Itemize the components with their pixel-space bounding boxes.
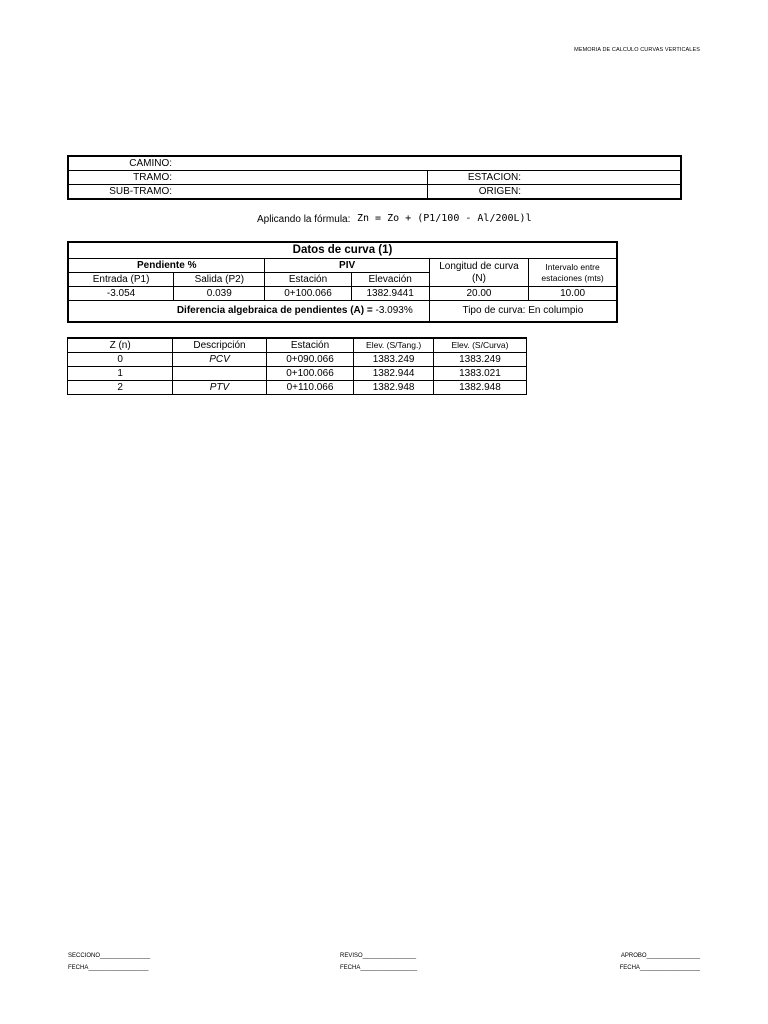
- row-estacion: 0+110.066: [266, 381, 354, 395]
- tramo-label: TRAMO:: [68, 171, 175, 185]
- reviso-line: REVISO________________: [340, 953, 417, 959]
- row-z: 0: [68, 353, 173, 367]
- salida-label: Salida (P2): [174, 273, 265, 287]
- estacion-label: ESTACION:: [428, 171, 525, 185]
- row-tang: 1382.944: [354, 367, 434, 381]
- piv-header: PIV: [265, 259, 429, 273]
- subtramo-value: [175, 185, 428, 200]
- intervalo-header: Intervalo entre estaciones (mts): [529, 259, 617, 287]
- formula-text: Zn = Zo + (P1/100 - Al/200L)l: [357, 213, 532, 224]
- row-curva: 1383.021: [433, 367, 526, 381]
- header-elev-curva: Elev. (S/Curva): [433, 338, 526, 353]
- entrada-value: -3.054: [68, 287, 174, 301]
- row-curva: 1382.948: [433, 381, 526, 395]
- row-curva: 1383.249: [433, 353, 526, 367]
- secciono-line: SECCIONO_______________: [68, 953, 151, 959]
- document-title: MEMORIA DE CALCULO CURVAS VERTICALES: [574, 47, 700, 53]
- curve-data-table: [67, 241, 618, 323]
- row-z: 1: [68, 367, 173, 381]
- fecha-line-1: FECHA__________________: [68, 965, 149, 971]
- intervalo-value: 10.00: [529, 287, 617, 301]
- aprobo-line: APROBO________________: [620, 953, 700, 959]
- tipo-value: En columpio: [528, 305, 584, 316]
- estacion-value: [524, 171, 681, 185]
- header-elev-tang: Elev. (S/Tang.): [354, 338, 434, 353]
- signature-secciono: [68, 950, 150, 974]
- longitud-header: Longitud de curva (N): [429, 259, 528, 287]
- signature-reviso: [340, 950, 417, 974]
- estacion-value: 0+100.066: [265, 287, 351, 301]
- curve-title: Datos de curva (1): [68, 242, 617, 259]
- longitud-value: 20.00: [429, 287, 528, 301]
- table-row: [68, 367, 527, 381]
- diferencia-cell: [68, 301, 429, 323]
- info-row-tramo: [68, 171, 681, 185]
- camino-label: CAMINO:: [129, 158, 172, 169]
- header-descripcion: Descripción: [173, 338, 267, 353]
- formula-label: Aplicando la fórmula:: [257, 214, 351, 225]
- row-desc: PTV: [173, 381, 267, 395]
- fecha-line-2: FECHA_________________: [340, 965, 418, 971]
- diferencia-value: -3.093%: [375, 305, 413, 316]
- row-estacion: 0+090.066: [266, 353, 354, 367]
- table-row: [68, 353, 527, 367]
- stations-table: [67, 337, 527, 395]
- tipo-label: Tipo de curva:: [462, 305, 526, 316]
- header-z: Z (n): [68, 338, 173, 353]
- subtramo-label: SUB-TRAMO:: [68, 185, 175, 200]
- row-estacion: 0+100.066: [266, 367, 354, 381]
- camino-value: [175, 156, 681, 171]
- salida-value: 0.039: [174, 287, 265, 301]
- signature-aprobo: [620, 950, 700, 974]
- header-estacion: Estación: [266, 338, 354, 353]
- stations-header-row: [68, 338, 527, 353]
- entrada-label: Entrada (P1): [68, 273, 174, 287]
- info-row-subtramo: [68, 185, 681, 200]
- elevacion-label: Elevación: [351, 273, 429, 287]
- row-z: 2: [68, 381, 173, 395]
- elevacion-value: 1382.9441: [351, 287, 429, 301]
- origen-label: ORIGEN:: [428, 185, 525, 200]
- info-row-camino: [68, 156, 681, 171]
- table-row: [68, 381, 527, 395]
- diferencia-label: Diferencia algebraica de pendientes (A) =: [176, 305, 373, 316]
- tipo-cell: [429, 301, 617, 323]
- road-info-table: [67, 155, 682, 200]
- fecha-line-3: FECHA__________________: [619, 965, 700, 971]
- origen-value: [524, 185, 681, 200]
- row-desc: [173, 367, 267, 381]
- row-desc: PCV: [173, 353, 267, 367]
- tramo-value: [175, 171, 428, 185]
- estacion-label: Estación: [265, 273, 351, 287]
- row-tang: 1383.249: [354, 353, 434, 367]
- row-tang: 1382.948: [354, 381, 434, 395]
- pendiente-header: Pendiente %: [68, 259, 265, 273]
